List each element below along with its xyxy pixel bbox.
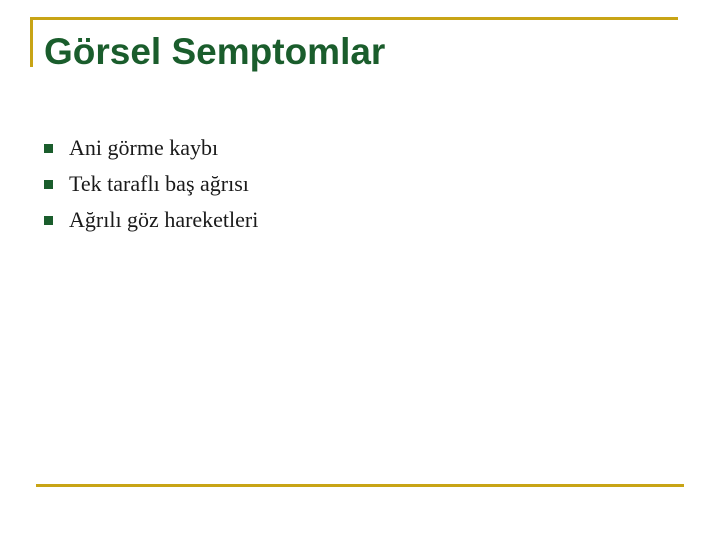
bullet-text: Ani görme kaybı: [69, 135, 219, 160]
bullet-text: Tek taraflı baş ağrısı: [69, 171, 249, 196]
square-bullet-icon: [44, 216, 53, 225]
left-frame-line: [30, 17, 33, 67]
bottom-frame-line: [36, 484, 684, 487]
square-bullet-icon: [44, 144, 53, 153]
top-frame-line: [30, 17, 678, 20]
square-bullet-icon: [44, 180, 53, 189]
slide-title: Görsel Semptomlar: [44, 31, 386, 72]
bullet-text: Ağrılı göz hareketleri: [69, 207, 259, 232]
